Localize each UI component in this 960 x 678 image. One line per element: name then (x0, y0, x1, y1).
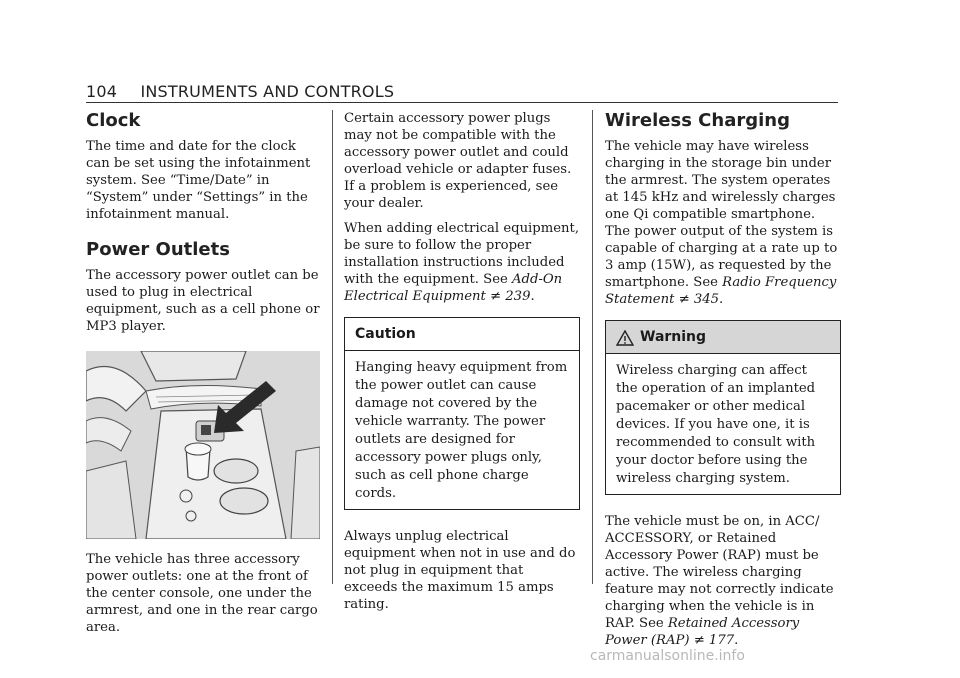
rap-text: The vehicle must be on, in ACC/ ACCESSORY, or Retained Accessory Power (RAP) must be active. The wireless charging feature may not correctly indicate charging when the vehicle is in RAP. See (605, 514, 834, 631)
page-number: 104 (86, 82, 118, 101)
clock-heading: Clock (86, 110, 141, 131)
column-divider-2 (592, 110, 593, 584)
rap-link[interactable]: Retained Accessory Power (RAP) (605, 616, 800, 648)
wireless-charging-heading: Wireless Charging (605, 110, 790, 131)
warning-title: Warning (640, 329, 707, 345)
installation-paragraph (344, 220, 580, 305)
outlets-location-paragraph: The vehicle has three accessory power outlets: one at the front of the center console, one under the armrest, and one in the rear cargo area. (86, 552, 318, 635)
watermark: carmanualsonline.info (590, 648, 745, 664)
period: . (530, 289, 535, 304)
page-header (86, 82, 394, 101)
center-console-illustration (86, 351, 320, 539)
rap-paragraph (605, 513, 841, 649)
column-middle (344, 110, 580, 621)
warning-header (606, 321, 840, 354)
header-rule (86, 102, 838, 103)
warning-box (605, 320, 841, 495)
radio-frequency-page-ref[interactable]: ≠ 345 (678, 292, 720, 307)
column-divider-1 (332, 110, 333, 584)
column-right (605, 110, 841, 657)
caution-title: Caution (345, 318, 579, 351)
power-outlets-paragraph: The accessory power outlet can be used to plug in electrical equipment, such as a cell phone or MP3 player. (86, 268, 320, 334)
warning-triangle-icon (616, 330, 634, 346)
installation-text: When adding electrical equipment, be sure to follow the proper installation instructions included with the equipment. See (344, 221, 580, 287)
addon-equipment-link[interactable]: Add-On Electrical Equipment (344, 272, 563, 304)
addon-equipment-page-ref[interactable]: ≠ 239 (490, 289, 531, 304)
wireless-intro-text: The vehicle may have wireless charging in the storage bin under the armrest. The system operates at 145 kHz and wirelessly charges one Qi compatible smartphone. The power output of the system is capable of charging at a rate up to 3 amp (15W), as requested by the smartphone. See (605, 139, 838, 290)
unplug-paragraph: Always unplug electrical equipment when not in use and do not plug in equipment that exceeds the maximum 15 amps rating. (344, 529, 576, 612)
section-title: INSTRUMENTS AND CONTROLS (140, 82, 395, 101)
compatibility-paragraph: Certain accessory power plugs may not be compatible with the accessory power outlet and could overload vehicle or adapter fuses. If a problem is experienced, see your dealer. (344, 111, 572, 211)
caution-box (344, 317, 580, 510)
period: . (734, 633, 739, 648)
radio-frequency-link[interactable]: Radio Frequency Statement (605, 275, 837, 307)
wireless-intro-paragraph (605, 138, 841, 308)
caution-text: Hanging heavy equipment from the power outlet can cause damage not covered by the vehicle warranty. The power outlets are designed for accessory power plugs only, such as cell phone charge cords. (355, 360, 568, 501)
period: . (719, 292, 724, 307)
clock-paragraph: The time and date for the clock can be set using the infotainment system. See “Time/Date” in “System” under “Settings” in the infotainment manual. (86, 139, 311, 222)
power-outlets-heading: Power Outlets (86, 239, 230, 260)
warning-text: Wireless charging can affect the operation of an implanted pacemaker or other medical devices. If you have one, it is recommended to consult with your doctor before using the wireless charging system. (616, 363, 816, 486)
column-left (86, 110, 322, 644)
rap-page-ref[interactable]: ≠ 177 (693, 633, 735, 648)
